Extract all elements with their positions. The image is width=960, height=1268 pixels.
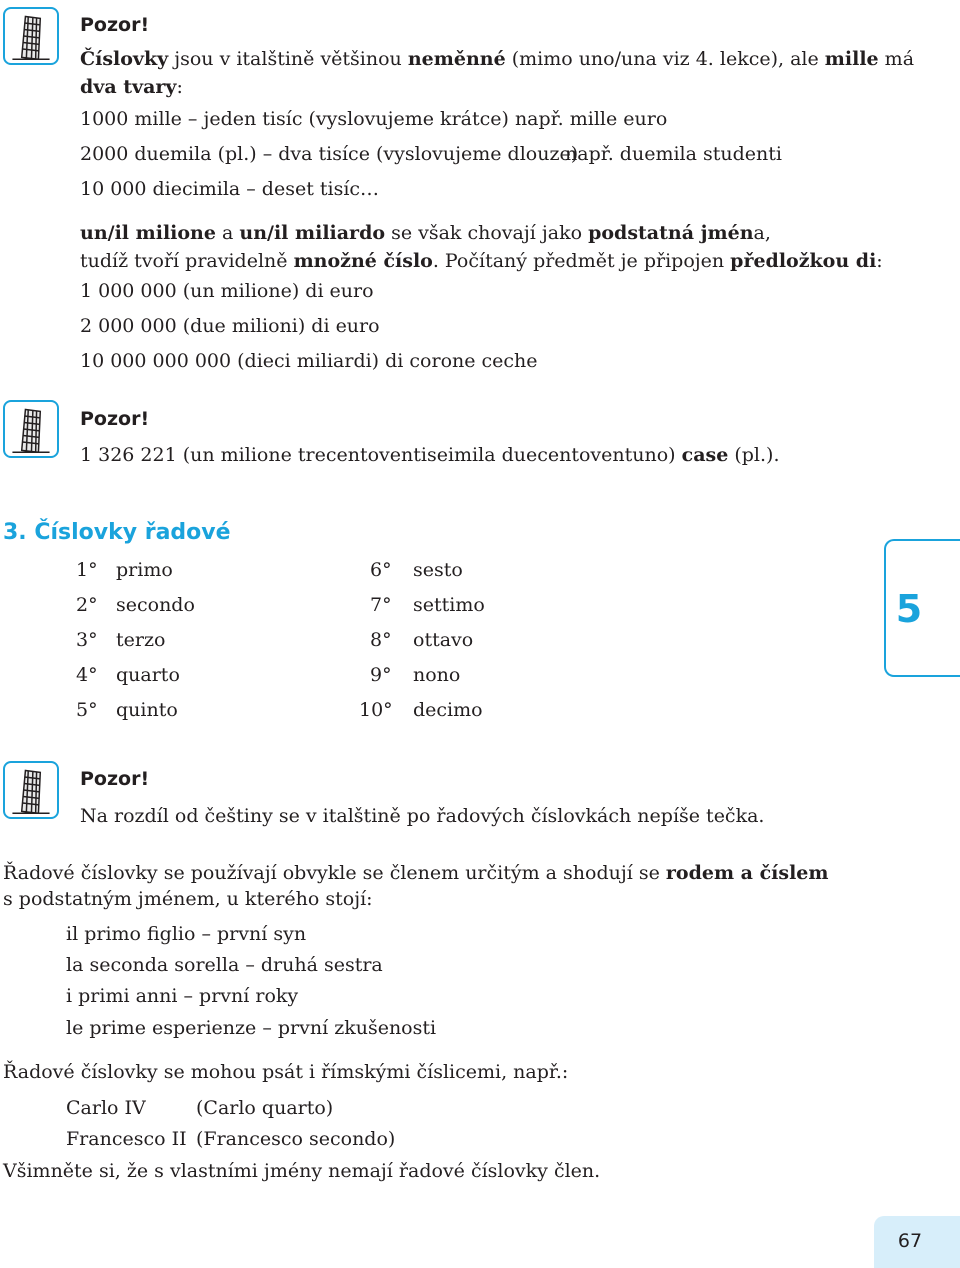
note-title: Pozor! [80,768,150,790]
example-line: 1000 mille – jeden tisíc (vyslovujeme krátce) např. mille euro [80,108,668,130]
note-text: dva tvary: [80,76,183,98]
ordinal-word: quarto [116,664,180,686]
example-line: např. duemila studenti [565,143,782,165]
ordinal-word: ottavo [413,629,474,651]
ordinal-word: settimo [413,594,485,616]
example-line: 10 000 diecimila – deset tisíc… [80,178,380,200]
ordinal-word: decimo [413,699,483,721]
roman-example-reading: (Francesco secondo) [196,1128,396,1150]
ordinal-number: 4° [76,664,98,686]
ordinal-number: 3° [76,629,98,651]
paragraph: Řadové číslovky se mohou psát i římskými číslicemi, např.: [3,1061,569,1083]
ordinal-number: 9° [370,664,392,686]
example-line: 2 000 000 (due milioni) di euro [80,315,380,337]
leaning-tower-icon [3,761,59,819]
ordinal-word: secondo [116,594,195,616]
example-line: 10 000 000 000 (dieci miliardi) di corone ceche [80,350,538,372]
chapter-number: 5 [895,587,923,631]
example-line: 1 000 000 (un milione) di euro [80,280,374,302]
ordinal-number: 8° [370,629,392,651]
page-number: 67 [897,1230,923,1252]
example-line: 2000 duemila (pl.) – dva tisíce (vyslovujeme dlouze) [80,143,579,165]
note-title: Pozor! [80,408,150,430]
paragraph: Všimněte si, že s vlastními jmény nemají řadové číslovky člen. [3,1160,601,1182]
ordinal-number: 10° [359,699,393,721]
leaning-tower-icon [3,400,59,458]
roman-example-name: Francesco II [66,1128,187,1150]
example-line: la seconda sorella – druhá sestra [66,954,383,976]
example-line: il primo figlio – první syn [66,923,307,945]
ordinal-number: 6° [370,559,392,581]
section-heading: 3. Číslovky řadové [3,520,231,545]
example-line: le prime esperienze – první zkušenosti [66,1017,437,1039]
roman-example-reading: (Carlo quarto) [196,1097,334,1119]
leaning-tower-icon [3,7,59,65]
ordinal-number: 5° [76,699,98,721]
note-text: Číslovky jsou v italštině většinou neměnné (mimo uno/una viz 4. lekce), ale mille má [80,48,915,70]
ordinal-number: 1° [76,559,98,581]
ordinal-word: primo [116,559,173,581]
roman-example-name: Carlo IV [66,1097,146,1119]
note-text: 1 326 221 (un milione trecentoventiseimila duecentoventuno) case (pl.). [80,444,780,466]
ordinal-number: 7° [370,594,392,616]
note-title: Pozor! [80,14,150,36]
ordinal-word: quinto [116,699,178,721]
example-line: i primi anni – první roky [66,985,299,1007]
paragraph: s podstatným jménem, u kterého stojí: [3,888,373,910]
chapter-tab [884,539,960,677]
page-number-box [874,1216,960,1268]
ordinal-word: nono [413,664,461,686]
paragraph: Řadové číslovky se používají obvykle se členem určitým a shodují se rodem a číslem [3,862,829,884]
ordinal-number: 2° [76,594,98,616]
ordinal-word: sesto [413,559,463,581]
note-text: un/il milione a un/il miliardo se však chovají jako podstatná jména, [80,222,771,244]
note-text: Na rozdíl od češtiny se v italštině po řadových číslovkách nepíše tečka. [80,805,765,827]
ordinal-word: terzo [116,629,166,651]
note-text: tudíž tvoří pravidelně množné číslo. Počítaný předmět je připojen předložkou di: [80,250,883,272]
